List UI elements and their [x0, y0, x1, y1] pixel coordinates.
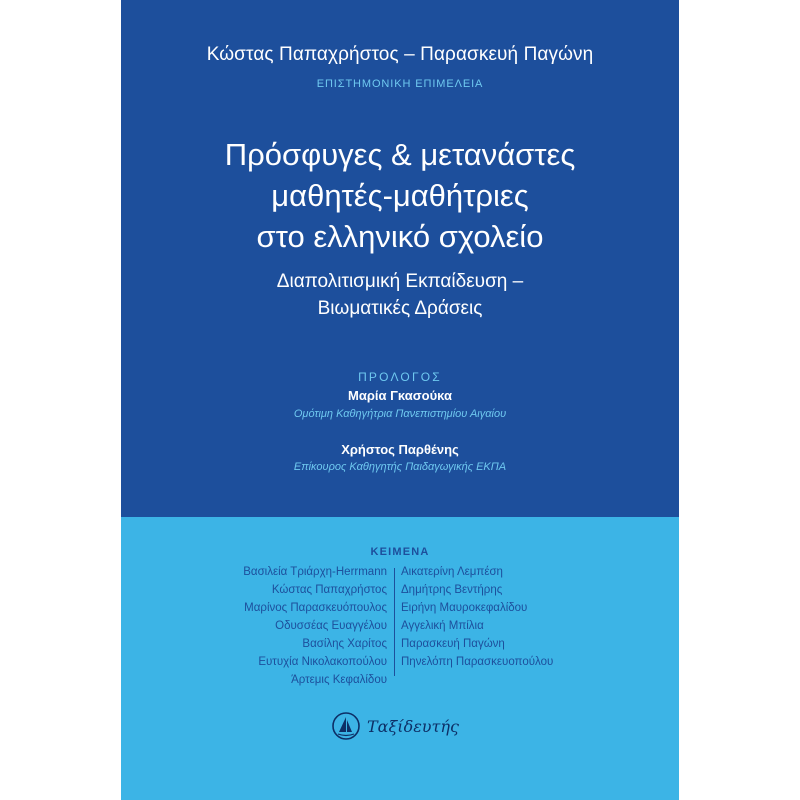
- contributor-name: Βασίλης Χαρίτος: [302, 638, 387, 650]
- contributor-name: Δημήτρης Βεντήρης: [401, 584, 503, 596]
- editors-names: Κώστας Παπαχρήστος – Παρασκευή Παγώνη: [206, 44, 594, 65]
- contributor-name: Παρασκευή Παγώνη: [401, 638, 505, 650]
- contributor-name: Ευτυχία Νικολακοπούλου: [258, 656, 387, 668]
- contributors-left-column: [181, 563, 387, 689]
- prologue-label: ΠΡΟΛΟΓΟΣ: [358, 370, 442, 384]
- book-cover: [121, 0, 679, 800]
- prologue-author-name: Χρήστος Παρθένης: [341, 442, 459, 457]
- cover-top-panel: [121, 0, 679, 517]
- subtitle-line-2: Βιωματικές Δράσεις: [317, 298, 483, 319]
- contributor-name: Κώστας Παπαχρήστος: [271, 584, 387, 596]
- prologue-author-role: Ομότιμη Καθηγήτρια Πανεπιστημίου Αιγαίου: [293, 408, 507, 420]
- sailboat-icon: [331, 711, 361, 741]
- contributor-name: Αγγελική Μπίλια: [401, 620, 484, 632]
- contributor-name: Οδυσσέας Ευαγγέλου: [275, 620, 387, 632]
- title-line-3: στο ελληνικό σχολείο: [256, 219, 544, 254]
- book-subtitle: [121, 268, 679, 322]
- prologue-author-role: Επίκουρος Καθηγητής Παιδαγωγικής ΕΚΠΑ: [293, 461, 507, 473]
- title-line-1: Πρόσφυγες & μετανάστες: [224, 137, 576, 172]
- contributor-name: Αικατερίνη Λεμπέση: [401, 566, 503, 578]
- publisher-logo: [331, 708, 459, 744]
- publisher-name: Ταξίδευτής: [367, 716, 459, 736]
- book-title: [121, 134, 679, 257]
- contributor-name: Ειρήνη Μαυροκεφαλίδου: [401, 602, 528, 614]
- contributor-name: Βασιλεία Τριάρχη-Herrmann: [243, 566, 387, 578]
- column-divider: [394, 568, 395, 676]
- contributor-name: Πηνελόπη Παρασκευοπούλου: [401, 656, 554, 668]
- editors-label: ΕΠΙΣΤΗΜΟΝΙΚΗ ΕΠΙΜΕΛΕΙΑ: [316, 78, 484, 90]
- prologue-author-name: Μαρία Γκασούκα: [348, 388, 452, 403]
- title-line-2: μαθητές-μαθήτριες: [271, 178, 529, 213]
- contributor-name: Άρτεμις Κεφαλίδου: [291, 674, 387, 686]
- contributor-name: Μαρίνος Παρασκευόπουλος: [244, 602, 387, 614]
- texts-label: ΚΕΙΜΕΝΑ: [370, 546, 430, 558]
- subtitle-line-1: Διαπολιτισμική Εκπαίδευση –: [276, 271, 524, 292]
- contributors-right-column: [401, 563, 621, 671]
